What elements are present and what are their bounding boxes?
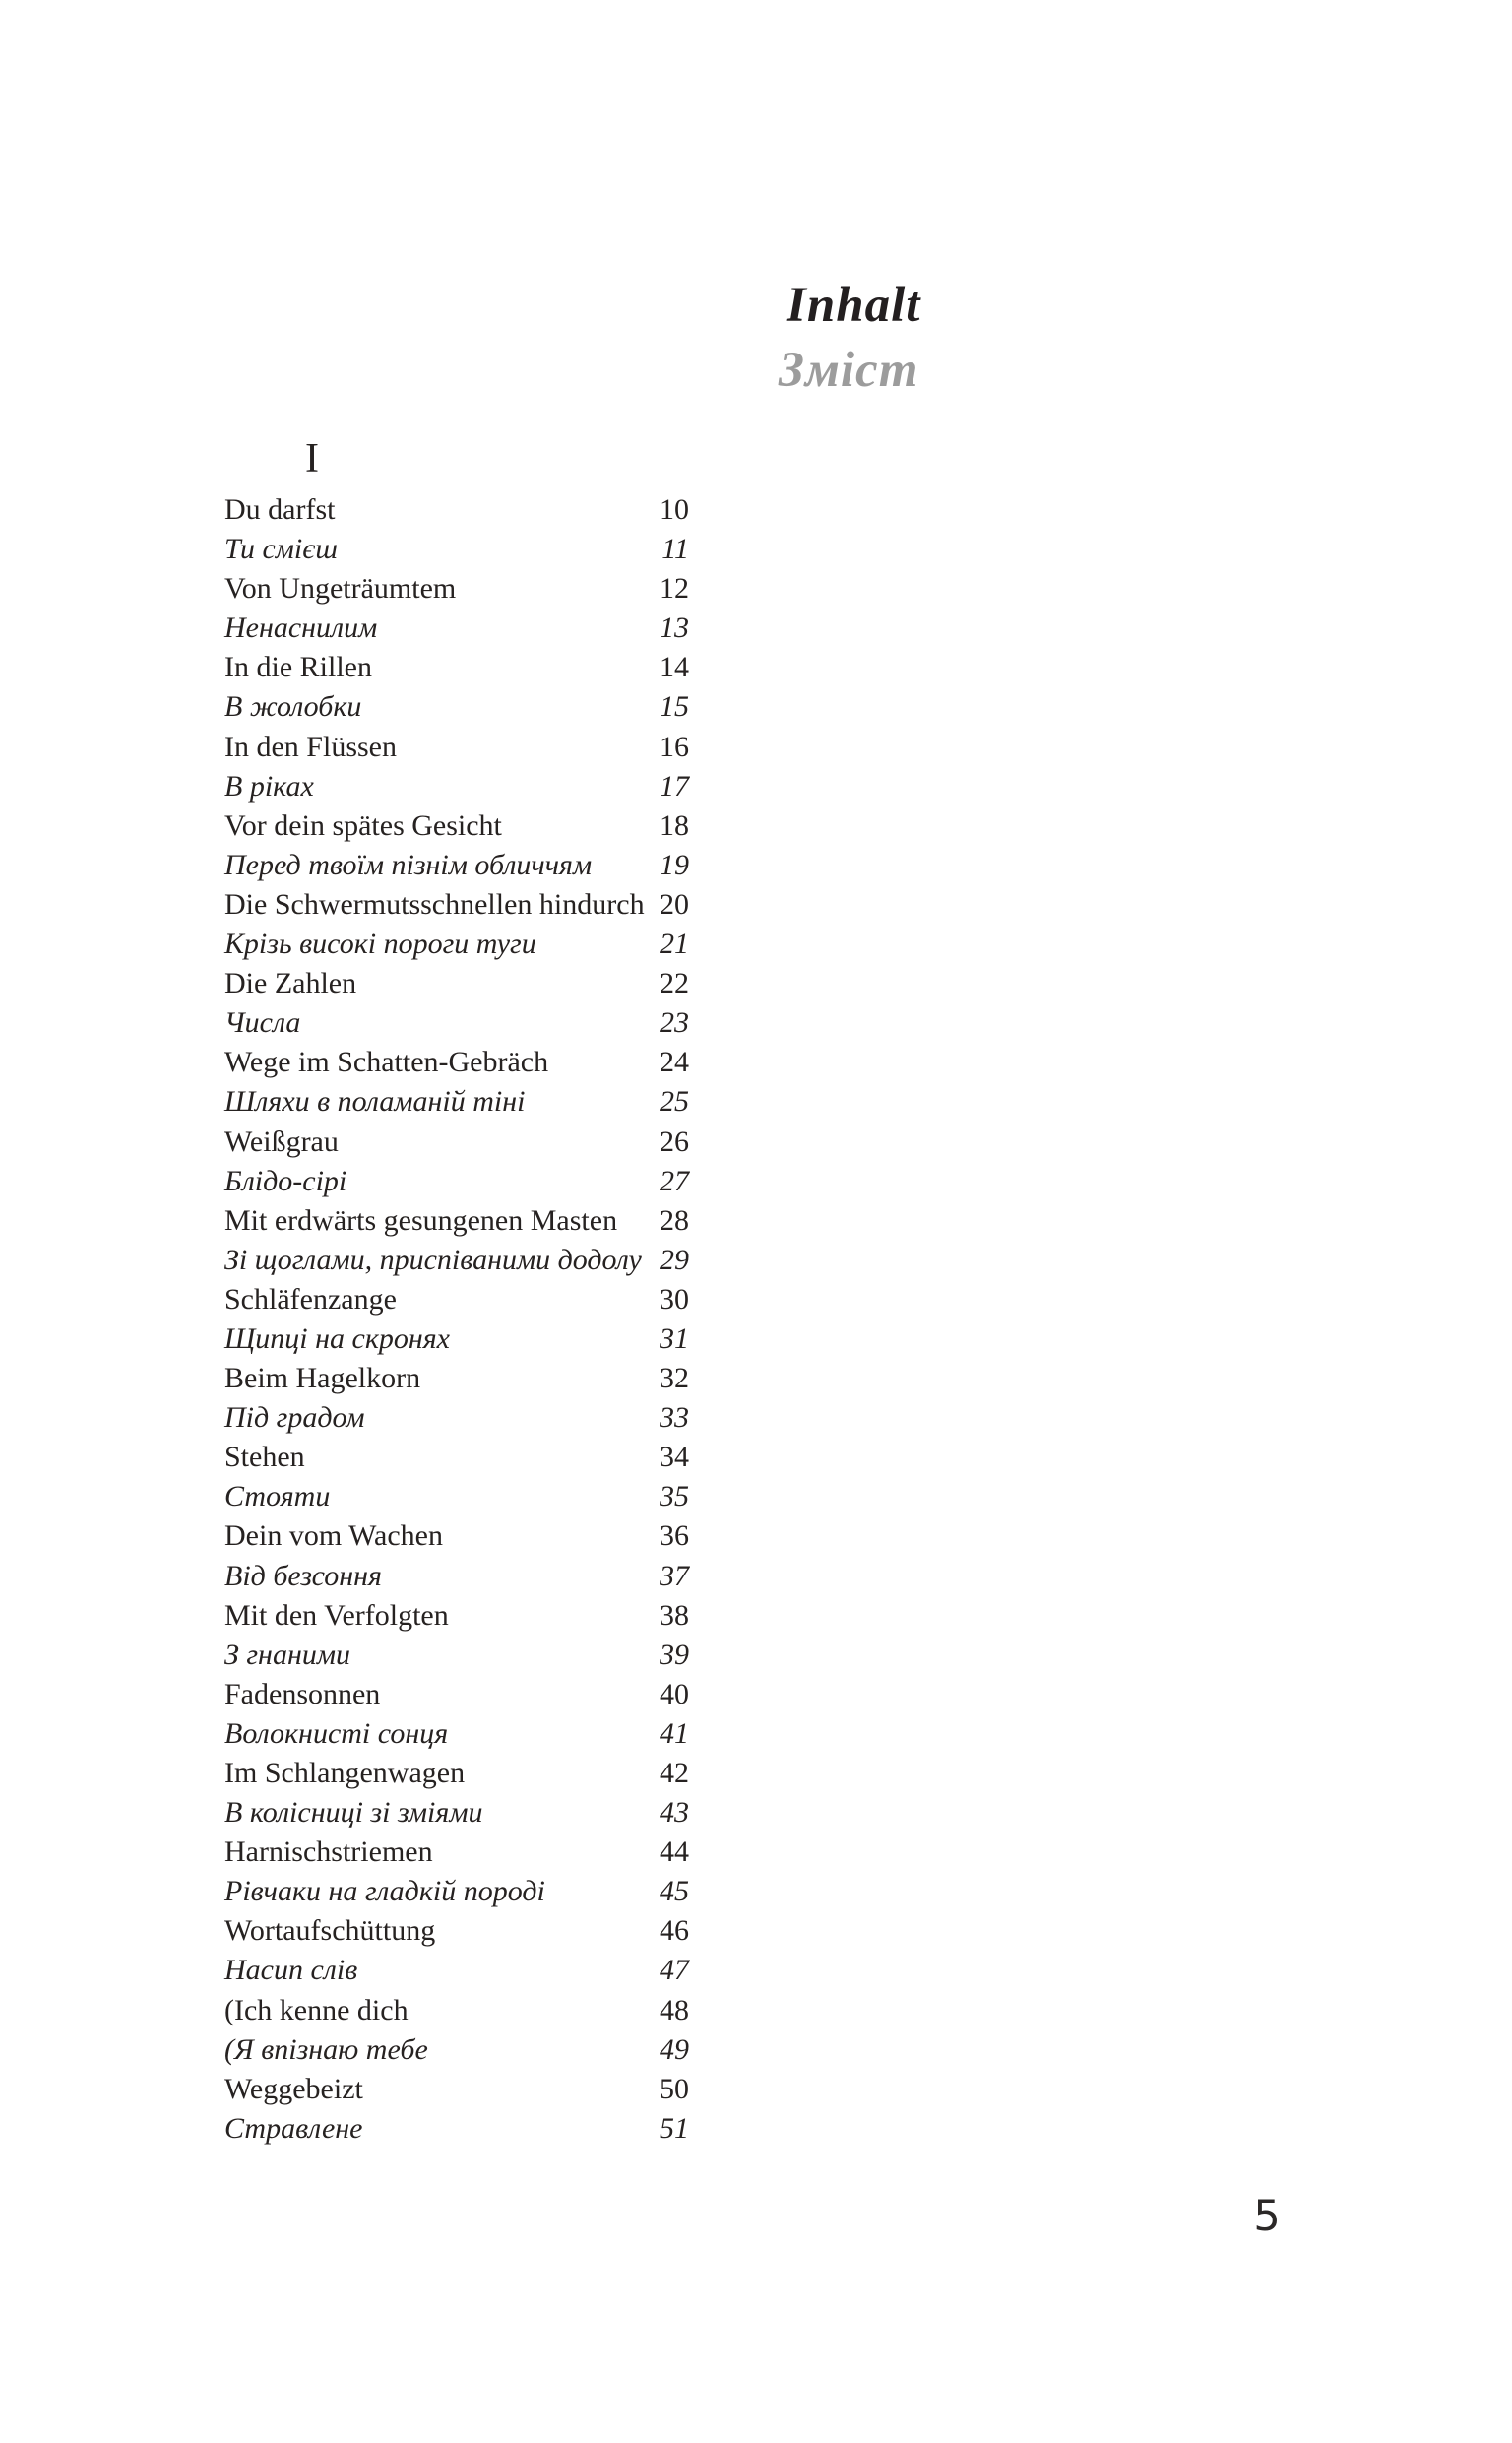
toc-entry-page-number: 45	[660, 1875, 689, 1908]
toc-entry	[224, 1006, 689, 1046]
toc-entry	[224, 493, 689, 533]
toc-entry	[224, 809, 689, 849]
toc-entry	[224, 1994, 689, 2033]
toc-entry	[224, 1441, 689, 1480]
toc-entry-title: Шляхи в поламаній тіні	[224, 1085, 526, 1119]
toc-entry-page-number: 25	[660, 1085, 689, 1119]
toc-entry	[224, 1914, 689, 1954]
toc-entry	[224, 1480, 689, 1519]
toc-entry-title: Mit den Verfolgten	[224, 1598, 449, 1632]
toc-entry-page-number: 27	[660, 1164, 689, 1197]
toc-entry	[224, 1560, 689, 1599]
toc-entry-title: Wege im Schatten-Gebräch	[224, 1046, 549, 1079]
toc-entry-page-number: 31	[660, 1321, 689, 1355]
folio-page-number: 5	[1253, 2192, 1281, 2241]
toc-entry-title: Від безсоння	[224, 1559, 382, 1592]
toc-entry-page-number: 16	[660, 730, 689, 763]
toc-entry-title: Щипці на скронях	[224, 1321, 450, 1355]
toc-entry-title: In die Rillen	[224, 651, 372, 684]
toc-entry-title: Числа	[224, 1006, 301, 1040]
toc-entry-page-number: 17	[660, 769, 689, 803]
toc-entry-page-number: 14	[660, 651, 689, 684]
toc-entry	[224, 1322, 689, 1362]
toc-entry-page-number: 33	[660, 1401, 689, 1435]
toc-entry	[224, 690, 689, 730]
toc-entry-page-number: 28	[660, 1203, 689, 1237]
toc-entry-page-number: 10	[660, 493, 689, 526]
toc-entry	[224, 1796, 689, 1835]
toc-entry-title: Vor dein spätes Gesicht	[224, 808, 502, 842]
toc-entry	[224, 1717, 689, 1757]
toc-entry-title: Weggebeizt	[224, 2072, 363, 2105]
toc-entry-title: Weißgrau	[224, 1125, 339, 1158]
toc-entry	[224, 1125, 689, 1165]
toc-entry-title: (Я впізнаю тебе	[224, 2032, 428, 2066]
toc-entry-page-number: 12	[660, 572, 689, 606]
toc-entry	[224, 1835, 689, 1875]
toc-entry	[224, 533, 689, 572]
toc-entry-page-number: 30	[660, 1282, 689, 1316]
toc-entry-page-number: 48	[660, 1993, 689, 2026]
toc-entry	[224, 2112, 689, 2152]
toc-entry-title: Стравлене	[224, 2111, 363, 2145]
toc-entry-page-number: 18	[660, 808, 689, 842]
toc-entry-page-number: 35	[660, 1480, 689, 1513]
toc-entry-page-number: 32	[660, 1362, 689, 1395]
toc-entry	[224, 1757, 689, 1796]
toc-entry-page-number: 19	[660, 848, 689, 881]
toc-entry-title: In den Flüssen	[224, 730, 397, 763]
toc-entry-page-number: 40	[660, 1677, 689, 1710]
page-title-ukrainian: Зміст	[779, 343, 919, 398]
toc-entry-page-number: 38	[660, 1598, 689, 1632]
toc-entry-title: Насип слів	[224, 1954, 358, 1987]
toc-entry-title: Dein vom Wachen	[224, 1519, 443, 1553]
toc-entry-page-number: 34	[660, 1441, 689, 1474]
toc-entry-page-number: 44	[660, 1835, 689, 1869]
toc-entry	[224, 1046, 689, 1085]
toc-entry-page-number: 39	[660, 1638, 689, 1671]
toc-entry-title: Волокнисті сонця	[224, 1716, 449, 1750]
toc-entry-title: Du darfst	[224, 493, 336, 526]
toc-entry	[224, 611, 689, 651]
toc-entry-title: В колісниці зі зміями	[224, 1796, 483, 1830]
toc-entry	[224, 770, 689, 809]
table-of-contents	[224, 493, 689, 2152]
toc-entry-page-number: 51	[660, 2111, 689, 2145]
toc-entry-page-number: 21	[660, 928, 689, 961]
toc-entry	[224, 1678, 689, 1717]
toc-entry-page-number: 41	[660, 1716, 689, 1750]
toc-entry	[224, 928, 689, 967]
toc-entry-title: Mit erdwärts gesungenen Masten	[224, 1203, 618, 1237]
toc-entry-title: Рівчаки на гладкій породі	[224, 1875, 545, 1908]
toc-entry	[224, 1401, 689, 1441]
toc-entry-title: З гнаними	[224, 1638, 350, 1671]
toc-entry-title: Fadensonnen	[224, 1677, 381, 1710]
toc-entry-page-number: 22	[660, 967, 689, 1000]
toc-entry-page-number: 15	[660, 690, 689, 724]
toc-entry	[224, 1085, 689, 1125]
toc-entry	[224, 1639, 689, 1678]
toc-entry-title: Stehen	[224, 1441, 305, 1474]
toc-entry-page-number: 24	[660, 1046, 689, 1079]
toc-entry	[224, 888, 689, 928]
toc-entry-page-number: 13	[660, 611, 689, 645]
toc-entry-title: В жолобки	[224, 690, 362, 724]
toc-entry-title: Die Zahlen	[224, 967, 357, 1000]
toc-entry-page-number: 37	[660, 1559, 689, 1592]
toc-entry-title: (Ich kenne dich	[224, 1993, 409, 2026]
toc-entry	[224, 1283, 689, 1322]
toc-entry-page-number: 23	[660, 1006, 689, 1040]
toc-entry-title: Wortaufschüttung	[224, 1914, 436, 1948]
toc-entry	[224, 1204, 689, 1244]
toc-entry	[224, 1519, 689, 1559]
toc-entry	[224, 1362, 689, 1401]
toc-entry-page-number: 50	[660, 2072, 689, 2105]
toc-entry-page-number: 20	[660, 887, 689, 921]
toc-entry-page-number: 26	[660, 1125, 689, 1158]
toc-entry-title: Ти смієш	[224, 533, 338, 566]
section-number: I	[305, 436, 319, 482]
toc-entry	[224, 2033, 689, 2073]
toc-entry-title: Перед твоїм пізнім обличчям	[224, 848, 593, 881]
toc-entry-title: Ненаснилим	[224, 611, 378, 645]
toc-entry	[224, 1875, 689, 1914]
toc-entry-title: Die Schwermutsschnellen hindurch	[224, 887, 645, 921]
toc-entry-title: Під градом	[224, 1401, 365, 1435]
toc-entry-page-number: 49	[660, 2032, 689, 2066]
toc-entry-title: Блідо-сірі	[224, 1164, 347, 1197]
toc-entry-page-number: 46	[660, 1914, 689, 1948]
toc-entry-page-number: 42	[660, 1757, 689, 1789]
toc-entry-page-number: 47	[660, 1954, 689, 1987]
toc-entry	[224, 1244, 689, 1283]
toc-entry	[224, 2073, 689, 2112]
toc-entry-page-number: 36	[660, 1519, 689, 1553]
toc-entry	[224, 731, 689, 770]
toc-entry	[224, 651, 689, 690]
toc-entry	[224, 1165, 689, 1204]
toc-entry-page-number: 11	[662, 533, 689, 566]
toc-entry	[224, 849, 689, 888]
toc-entry-page-number: 43	[660, 1796, 689, 1830]
toc-entry	[224, 1599, 689, 1639]
toc-entry-page-number: 29	[660, 1243, 689, 1276]
toc-entry-title: Von Ungeträumtem	[224, 572, 457, 606]
toc-entry-title: Стояти	[224, 1480, 331, 1513]
toc-entry-title: Harnischstriemen	[224, 1835, 433, 1869]
toc-entry	[224, 1954, 689, 1993]
toc-entry-title: Schläfenzange	[224, 1282, 397, 1316]
toc-entry-title: В ріках	[224, 769, 314, 803]
page-title-german: Inhalt	[787, 278, 921, 333]
toc-entry-title: Beim Hagelkorn	[224, 1362, 421, 1395]
toc-entry-title: Крізь високі пороги туги	[224, 928, 536, 961]
toc-entry	[224, 572, 689, 611]
toc-entry-title: Зі щоглами, приспіваними додолу	[224, 1243, 642, 1276]
toc-entry	[224, 967, 689, 1006]
toc-entry-title: Im Schlangenwagen	[224, 1757, 466, 1789]
